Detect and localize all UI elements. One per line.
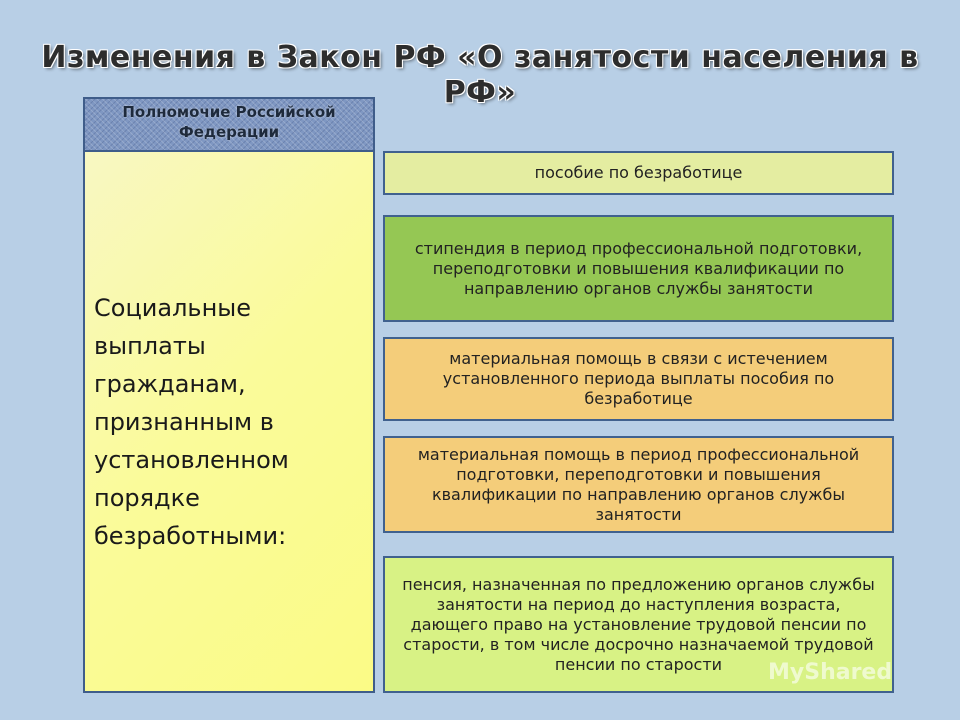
page-title: Изменения в Закон РФ «О занятости населения в РФ» xyxy=(41,40,919,110)
item-box-stipend: стипендия в период профессиональной подготовки, переподготовки и повышения квалификации по направлению органов службы занятости xyxy=(383,215,894,322)
watermark-logo: MyShared xyxy=(768,660,893,685)
left-panel-body: Социальные выплаты гражданам, признанным в установленном порядке безработными: xyxy=(94,294,289,550)
left-panel xyxy=(83,97,375,693)
left-panel-header: Полномочие Российской Федерации xyxy=(85,99,373,152)
item-box-material-aid-training: материальная помощь в период профессиональной подготовки, переподготовки и повышения квалификации по направлению органов службы занятости xyxy=(383,436,894,533)
item-box-unemployment-benefit: пособие по безработице xyxy=(383,151,894,195)
item-box-pension: пенсия, назначенная по предложению органов службы занятости на период до наступления возраста, дающего право на установление трудовой пенсии по старости, в том числе досрочно назначаемой трудовой пенсии по старости xyxy=(383,556,894,693)
item-box-material-aid-expiry: материальная помощь в связи с истечением установленного периода выплаты пособия по безработице xyxy=(383,337,894,421)
